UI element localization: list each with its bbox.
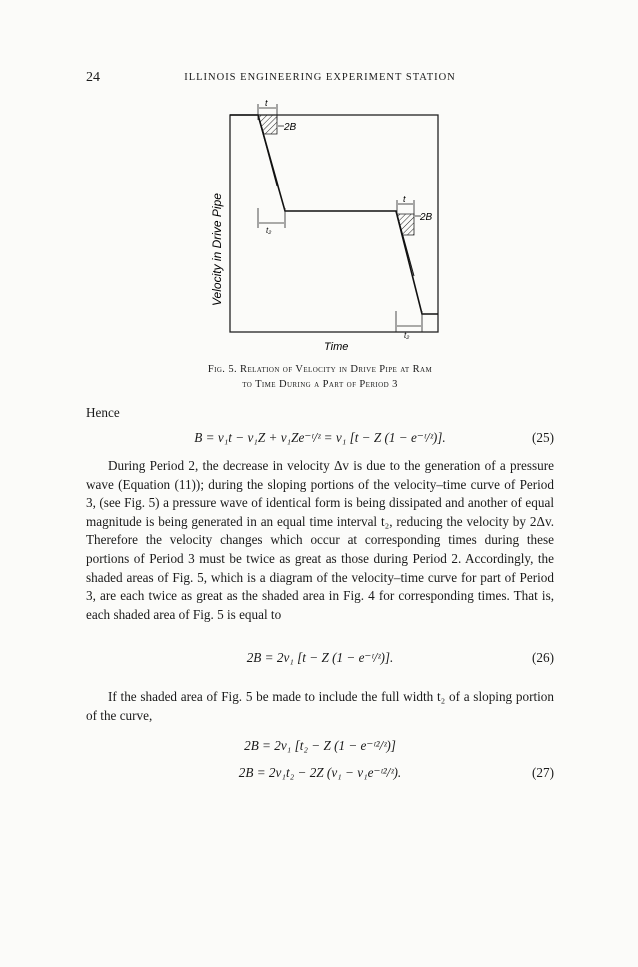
equation-25-body: B = v₁t − v₁Z + v₁Ze⁻ᵗ/ᶻ = v₁ [t − Z (1 − e⁻ᵗ/ᶻ)].: [194, 430, 446, 445]
equation-27a-body: 2B = 2v₁ [t₂ − Z (1 − e⁻ᵗ²/ᶻ)]: [244, 738, 396, 753]
equation-25: [86, 430, 554, 450]
y-axis-label: Velocity in Drive Pipe: [210, 193, 224, 306]
label-bottom-t2: t₂: [404, 331, 410, 340]
label-right-2B: 2B: [420, 212, 433, 223]
equation-27a: [86, 738, 554, 758]
paragraph-1-text: During Period 2, the decrease in velocity Δv is due to the generation of a pressure wave (Equation (11)); during the sloping portions of the velocity–time curve of Period 3, (see Fig. 5) a pressure wave of identical form is being dissipated and another of equal magnitude is being generated in an equal time interval t₂, reducing the velocity by 2Δv. Therefore the velocity changes which occur at corresponding times during these portions of Period 3 must be twice as great as those during Period 2. Accordingly, the shaded areas of Fig. 5, which is a diagram of the velocity–time curve for part of Period 3, are each twice as great as the shaded area in Fig. 4 for corresponding times. That is, each shaded area of Fig. 5 is equal to: [86, 458, 554, 622]
equation-26-number: (26): [532, 650, 554, 665]
equation-27-number: (27): [532, 765, 554, 780]
label-mid-t2: t₂: [266, 226, 272, 235]
equation-27: [86, 765, 554, 785]
page-header: [86, 70, 554, 90]
equation-25-number: (25): [532, 430, 554, 445]
equation-26: [86, 650, 554, 670]
paragraph-1: [86, 457, 554, 624]
paragraph-2-text: If the shaded area of Fig. 5 be made to include the full width t₂ of a sloping portion of the curve,: [86, 689, 554, 723]
page-number: 24: [86, 70, 100, 85]
label-top-2B: 2B: [284, 122, 297, 133]
caption-line-1: Fig. 5. Relation of Velocity in Drive Pipe at Ram: [207, 364, 433, 375]
x-axis-label: Time: [324, 341, 349, 353]
running-title: ILLINOIS ENGINEERING EXPERIMENT STATION: [184, 72, 456, 83]
paragraph-2: [86, 688, 554, 725]
caption-line-2: to Time During a Part of Period 3: [242, 379, 398, 390]
label-top-t: t: [265, 98, 268, 108]
equation-27-body: 2B = 2v₁t₂ − 2Z (v₁ − v₁e⁻ᵗ²/ᶻ).: [238, 765, 402, 780]
hence-text: Hence: [86, 405, 120, 420]
label-right-t: t: [403, 194, 406, 204]
figure-5-diagram: [150, 96, 480, 358]
equation-26-body: 2B = 2v₁ [t − Z (1 − e⁻ᵗ/ᶻ)].: [246, 650, 394, 665]
figure-caption: [86, 362, 554, 392]
